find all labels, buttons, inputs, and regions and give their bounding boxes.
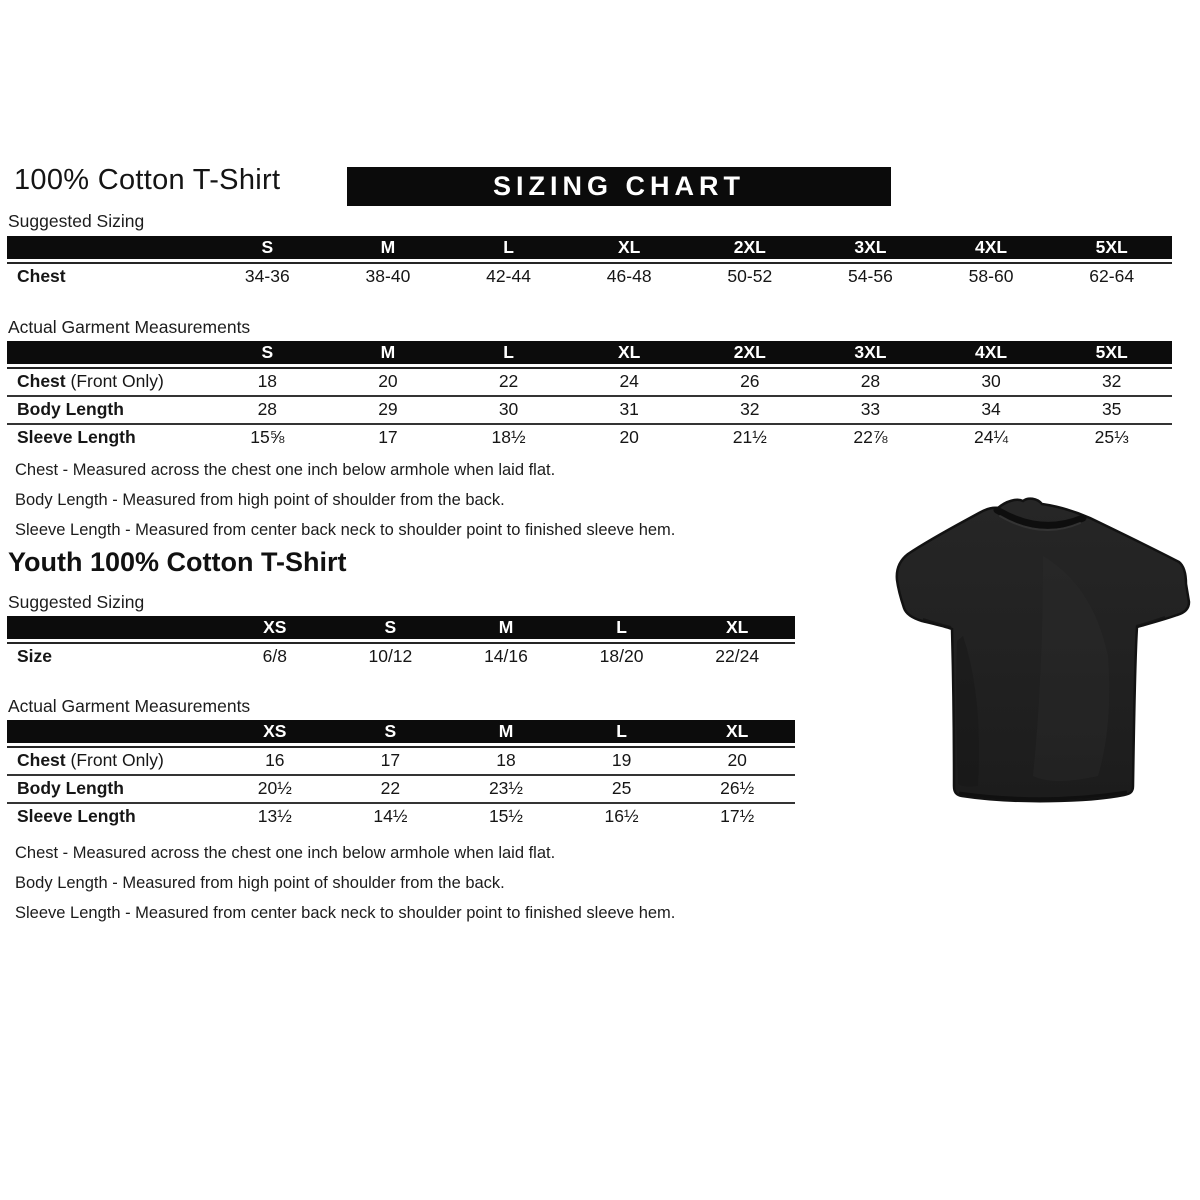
measurement-value: 26½ bbox=[720, 778, 755, 798]
size-column-header: XS bbox=[217, 720, 333, 743]
measurement-value: 24¼ bbox=[974, 427, 1009, 447]
measurement-value: 16½ bbox=[604, 806, 639, 826]
size-column-header: S bbox=[207, 236, 328, 259]
measurement-row bbox=[7, 747, 795, 775]
measurement-value: 18½ bbox=[491, 427, 526, 447]
size-column-header: 2XL bbox=[690, 341, 811, 364]
size-column-header: L bbox=[448, 341, 569, 364]
row-label-text: Body Length bbox=[17, 399, 124, 419]
adult-actual-measurements-table bbox=[7, 341, 1172, 451]
measurement-value: 24 bbox=[619, 371, 639, 391]
measurement-note: Body Length - Measured from high point of shoulder from the back. bbox=[15, 491, 505, 509]
measurement-row bbox=[7, 396, 1172, 424]
measurement-row bbox=[7, 368, 1172, 396]
measurement-note: Sleeve Length - Measured from center back neck to shoulder point to finished sleeve hem. bbox=[15, 521, 676, 539]
measurement-value: 10/12 bbox=[368, 646, 413, 666]
size-column-header: L bbox=[448, 236, 569, 259]
measurement-value: 31 bbox=[619, 399, 639, 419]
size-column-header: S bbox=[207, 341, 328, 364]
measurement-note: Chest - Measured across the chest one inch below armhole when laid flat. bbox=[15, 844, 556, 862]
measurement-value: 22/24 bbox=[715, 646, 760, 666]
measurement-value: 14½ bbox=[373, 806, 408, 826]
measurement-value: 32 bbox=[1101, 371, 1122, 391]
size-column-header: M bbox=[328, 341, 449, 364]
size-column-header: M bbox=[328, 236, 449, 259]
row-label bbox=[7, 396, 207, 424]
measurement-value: 18 bbox=[496, 750, 516, 770]
measurement-value: 42-44 bbox=[486, 266, 531, 286]
row-label bbox=[7, 263, 207, 290]
row-label bbox=[7, 775, 217, 803]
measurement-value: 20 bbox=[378, 371, 398, 391]
adult-actual-measurements-label: Actual Garment Measurements bbox=[8, 317, 251, 337]
measurement-value: 19 bbox=[611, 750, 632, 770]
measurement-value: 17 bbox=[378, 427, 398, 447]
size-column-header: M bbox=[448, 720, 564, 743]
measurement-value: 17½ bbox=[720, 806, 755, 826]
size-column-header: XL bbox=[679, 616, 795, 639]
measurement-row bbox=[7, 803, 795, 830]
youth-section-title: Youth 100% Cotton T-Shirt bbox=[8, 547, 347, 577]
header-blank-cell bbox=[7, 720, 217, 743]
row-label bbox=[7, 643, 217, 670]
measurement-note: Chest - Measured across the chest one inch below armhole when laid flat. bbox=[15, 461, 556, 479]
size-column-header: 2XL bbox=[690, 236, 811, 259]
size-column-header: L bbox=[564, 720, 680, 743]
row-label-text: Sleeve Length bbox=[17, 806, 136, 826]
measurement-value: 6/8 bbox=[262, 646, 287, 666]
measurement-row bbox=[7, 775, 795, 803]
size-column-header: XL bbox=[569, 236, 690, 259]
measurement-value: 30 bbox=[981, 371, 1001, 391]
youth-measurement-notes bbox=[15, 838, 675, 928]
row-label-text: Size bbox=[17, 646, 53, 666]
sizing-chart-banner: SIZING CHART bbox=[347, 167, 891, 206]
measurement-value: 20 bbox=[619, 427, 639, 447]
measurement-value: 20½ bbox=[257, 778, 292, 798]
row-label-text: Body Length bbox=[17, 778, 124, 798]
measurement-row bbox=[7, 643, 795, 670]
size-column-header: S bbox=[333, 616, 449, 639]
measurement-note: Sleeve Length - Measured from center back neck to shoulder point to finished sleeve hem. bbox=[15, 904, 676, 922]
black-tshirt-image bbox=[893, 496, 1193, 810]
row-label-text: Chest bbox=[17, 750, 66, 770]
measurement-value: 22 bbox=[498, 371, 519, 391]
size-column-header: 3XL bbox=[810, 341, 931, 364]
header-blank-cell bbox=[7, 616, 217, 639]
youth-actual-measurements-table bbox=[7, 720, 795, 830]
measurement-value: 28 bbox=[860, 371, 881, 391]
row-label-suffix: (Front Only) bbox=[65, 371, 164, 391]
measurement-value: 15½ bbox=[488, 806, 524, 826]
measurement-value: 29 bbox=[378, 399, 398, 419]
measurement-value: 62-64 bbox=[1089, 266, 1135, 286]
measurement-value: 34-36 bbox=[244, 266, 290, 286]
size-column-header: XL bbox=[569, 341, 690, 364]
adult-measurement-notes bbox=[15, 455, 675, 545]
row-label bbox=[7, 747, 217, 775]
measurement-value: 17 bbox=[380, 750, 401, 770]
measurement-note: Body Length - Measured from high point of shoulder from the back. bbox=[15, 874, 505, 892]
header-blank-cell bbox=[7, 341, 207, 364]
measurement-value: 18 bbox=[257, 371, 278, 391]
size-column-header: 5XL bbox=[1051, 341, 1172, 364]
tshirt-illustration bbox=[893, 496, 1193, 810]
size-column-header: 3XL bbox=[810, 236, 931, 259]
row-label bbox=[7, 424, 207, 451]
measurement-value: 35 bbox=[1101, 399, 1122, 419]
measurement-value: 25⅓ bbox=[1094, 427, 1129, 447]
measurement-value: 20 bbox=[727, 750, 747, 770]
measurement-value: 22⅞ bbox=[853, 427, 888, 447]
youth-suggested-sizing-label: Suggested Sizing bbox=[8, 592, 145, 612]
measurement-value: 46-48 bbox=[606, 266, 652, 286]
measurement-value: 23½ bbox=[488, 778, 524, 798]
measurement-value: 54-56 bbox=[848, 266, 893, 286]
size-column-header: L bbox=[564, 616, 680, 639]
size-column-header: XS bbox=[217, 616, 333, 639]
measurement-value: 21½ bbox=[732, 427, 767, 447]
header-blank-cell bbox=[7, 236, 207, 259]
measurement-value: 22 bbox=[380, 778, 401, 798]
measurement-row bbox=[7, 263, 1172, 290]
measurement-value: 25 bbox=[611, 778, 632, 798]
size-column-header: XL bbox=[679, 720, 795, 743]
size-column-header: M bbox=[448, 616, 564, 639]
measurement-value: 33 bbox=[860, 399, 881, 419]
size-column-header: S bbox=[333, 720, 449, 743]
row-label bbox=[7, 803, 217, 830]
measurement-value: 28 bbox=[257, 399, 278, 419]
measurement-value: 26 bbox=[740, 371, 760, 391]
row-label bbox=[7, 368, 207, 396]
row-label-text: Chest bbox=[17, 371, 66, 391]
size-column-header: 4XL bbox=[931, 236, 1052, 259]
measurement-value: 30 bbox=[498, 399, 519, 419]
measurement-value: 14/16 bbox=[484, 646, 528, 666]
size-column-header: 4XL bbox=[931, 341, 1052, 364]
row-label-suffix: (Front Only) bbox=[65, 750, 164, 770]
adult-section-title: 100% Cotton T-Shirt bbox=[14, 164, 281, 196]
row-label-text: Chest bbox=[17, 266, 66, 286]
adult-suggested-sizing-table bbox=[7, 236, 1172, 290]
measurement-value: 50-52 bbox=[727, 266, 773, 286]
row-label-text: Sleeve Length bbox=[17, 427, 136, 447]
size-column-header: 5XL bbox=[1051, 236, 1172, 259]
youth-actual-measurements-label: Actual Garment Measurements bbox=[8, 696, 251, 716]
measurement-value: 38-40 bbox=[365, 266, 411, 286]
measurement-value: 32 bbox=[740, 399, 760, 419]
measurement-value: 15⅝ bbox=[250, 427, 285, 447]
measurement-value: 13½ bbox=[257, 806, 292, 826]
measurement-row bbox=[7, 424, 1172, 451]
adult-suggested-sizing-label: Suggested Sizing bbox=[8, 211, 145, 231]
measurement-value: 16 bbox=[265, 750, 285, 770]
measurement-value: 58-60 bbox=[968, 266, 1014, 286]
measurement-value: 34 bbox=[981, 399, 1001, 419]
measurement-value: 18/20 bbox=[599, 646, 644, 666]
youth-suggested-sizing-table bbox=[7, 616, 795, 670]
